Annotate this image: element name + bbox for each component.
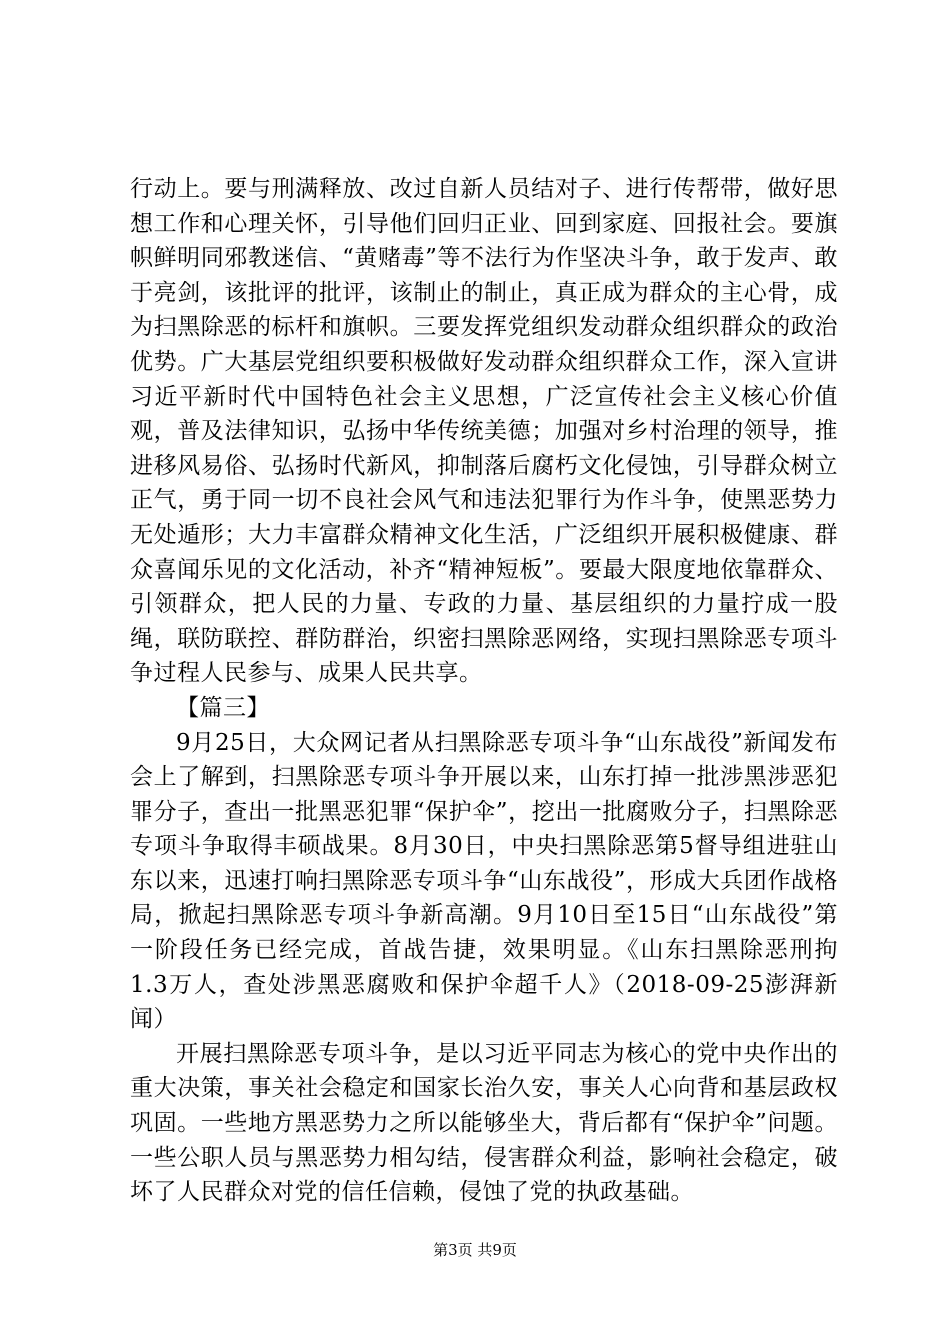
paragraph-continuation: 行动上。要与刑满释放、改过自新人员结对子、进行传帮带，做好思想工作和心理关怀，引导他们回归正业、回到家庭、回报社会。要旗帜鲜明同邪教迷信、“黄赌毒”等不法行为作坚决斗争，敢于发声、敢于亮剑，该批评的批评，该制止的制止，真正成为群众的主心骨，成为扫黑除恶的标杆和旗帜。三要发挥党组织发动群众组织群众的政治优势。广大基层党组织要积极做好发动群众组织群众工作，深入宣讲习近平新时代中国特色社会主义思想，广泛宣传社会主义核心价值观，普及法律知识，弘扬中华传统美德；加强对乡村治理的领导，推进移风易俗、弘扬时代新风，抑制落后腐朽文化侵蚀，引导群众树立正气，勇于同一切不良社会风气和违法犯罪行为作斗争，使黑恶势力无处遁形；大力丰富群众精神文化生活，广泛组织开展积极健康、群众喜闻乐见的文化活动，补齐“精神短板”。要最大限度地依靠群众、引领群众，把人民的力量、专政的力量、基层组织的力量拧成一股绳，联防联控、群防群治，织密扫黑除恶网络，实现扫黑除恶专项斗争过程人民参与、成果人民共享。	[130, 176, 838, 687]
page-footer	[0, 1240, 950, 1260]
paragraph-commentary: 开展扫黑除恶专项斗争，是以习近平同志为核心的党中央作出的重大决策，事关社会稳定和国家长治久安，事关人心向背和基层政权巩固。一些地方黑恶势力之所以能够坐大，背后都有“保护伞”问题。一些公职人员与黑恶势力相勾结，侵害群众利益，影响社会稳定，破坏了人民群众对党的信任信赖，侵蚀了党的执政基础。	[130, 1040, 838, 1206]
page-total: 共9页	[477, 1241, 517, 1259]
page-number: 第3页	[433, 1241, 473, 1259]
paragraph-news-report: 9月25日，大众网记者从扫黑除恶专项斗争“山东战役”新闻发布会上了解到，扫黑除恶专项斗争开展以来，山东打掉一批涉黑涉恶犯罪分子，查出一批黑恶犯罪“保护伞”，挖出一批腐败分子，扫黑除恶专项斗争取得丰硕战果。8月30日，中央扫黑除恶第5督导组进驻山东以来，迅速打响扫黑除恶专项斗争“山东战役”，形成大兵团作战格局，掀起扫黑除恶专项斗争新高潮。9月10日至15日“山东战役”第一阶段任务已经完成，首战告捷，效果明显。《山东扫黑除恶刑拘1.3万人，查处涉黑恶腐败和保护伞超千人》（2018-09-25澎湃新闻）	[130, 729, 838, 1033]
document-body	[130, 172, 838, 1210]
section-heading: 【篇三】	[176, 694, 270, 721]
